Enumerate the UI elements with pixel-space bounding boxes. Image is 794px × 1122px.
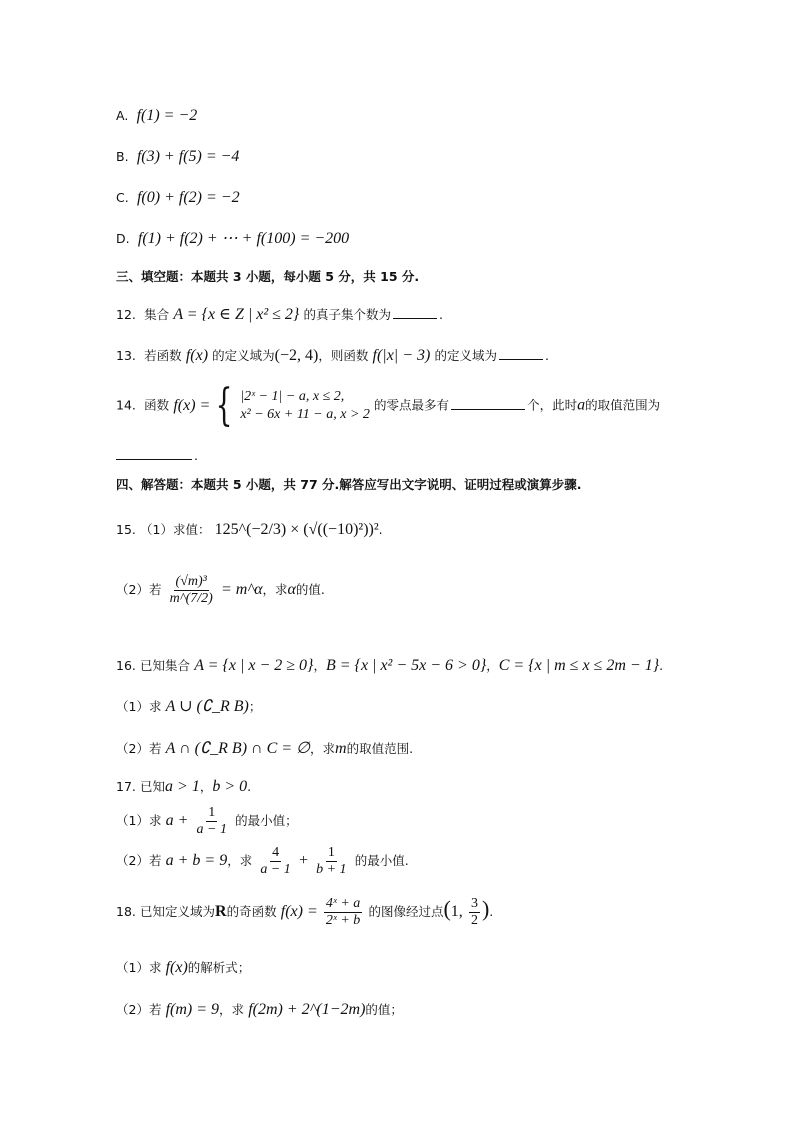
answer-blank[interactable]	[116, 447, 192, 460]
section-heading-fill-blank: 三、填空题：本题共 3 小题，每小题 5 分，共 15 分.	[116, 269, 420, 284]
right-paren: )	[481, 896, 490, 921]
question-16-part-1: （1）求 A ∪ (∁_R B)；	[116, 698, 262, 715]
question-14: 14. 函数 f(x) = { |2ˣ − 1| − a, x ≤ 2, x² − 6x + 11 − a, x > 2 的零点最多有 个，此时a的取值范围为	[116, 380, 661, 431]
option-d: D. f(1) + f(2) + ⋯ + f(100) = −200	[116, 230, 350, 247]
question-17-part-1: （1）求 a + $\frac{1}{a - 1}$ 的最小值；	[116, 805, 298, 837]
answer-blank[interactable]	[499, 347, 543, 360]
fraction: $\frac{3}{2}$	[470, 896, 478, 928]
question-14-continuation: .	[116, 447, 198, 463]
left-brace: {	[215, 380, 233, 431]
question-12: 12. 集合 A = {x ∈ Z | x² ≤ 2} 的真子集个数为 .	[116, 306, 443, 323]
question-16-part-2: （2）若 A ∩ (∁_R B) ∩ C = ∅，求m的取值范围.	[116, 740, 414, 757]
question-17: 17. 已知a > 1，b > 0.	[116, 778, 252, 795]
question-15-part-2: （2）若 $\frac{\text{(√m)³}}{m\^{}(7/2)}$ = m^α，求α的值.	[116, 574, 325, 606]
question-16: 16. 已知集合 A = {x | x − 2 ≥ 0}，B = {x | x² − 5x − 6 > 0}，C = {x | m ≤ x ≤ 2m − 1}.	[116, 657, 664, 674]
option-a: A. f(1) = −2	[116, 107, 198, 124]
question-17-part-2: （2）若 a + b = 9，求 $\frac{4}{a - 1}$ + $\frac{1}{b + 1}$ 的最小值.	[116, 845, 409, 877]
fraction: $\frac{\text{(√m)³}}{m\^{}(7/2)}$	[169, 574, 213, 606]
option-c: C. f(0) + f(2) = −2	[116, 189, 240, 206]
fraction: $\frac{1}{a - 1}$	[196, 805, 227, 837]
section-heading-answer: 四、解答题：本题共 5 小题，共 77 分.解答应写出文字说明、证明过程或演算步骤.	[116, 477, 582, 492]
fraction: $\frac{1}{b + 1}$	[316, 845, 347, 877]
option-b: B. f(3) + f(5) = −4	[116, 148, 240, 165]
question-13: 13. 若函数 f(x) 的定义域为(−2, 4)，则函数 f(|x| − 3) 的定义域为 .	[116, 347, 549, 364]
question-18-part-2: （2）若 f(m) = 9，求 f(2m) + 2^(1−2m)的值；	[116, 1001, 403, 1018]
question-18-part-1: （1）求 f(x)的解析式；	[116, 959, 251, 976]
answer-blank[interactable]	[451, 397, 525, 410]
question-18: 18. 已知定义域为R的奇函数 f(x) = $\frac{\text{4ˣ + a}}{\text{2ˣ + b}}$ 的图像经过点(1, $\frac{3}{2}$ ).	[116, 896, 494, 928]
question-15-part-1: 15. （1）求值： 125^(−2/3) × (√((−10)²))².	[116, 521, 383, 538]
piecewise-function: f(x) = { |2ˣ − 1| − a, x ≤ 2, x² − 6x + 11 − a, x > 2	[173, 380, 370, 431]
fraction: $\frac{\text{4ˣ + a}}{\text{2ˣ + b}}$	[325, 896, 361, 928]
fraction: $\frac{4}{a - 1}$	[260, 845, 291, 877]
answer-blank[interactable]	[393, 306, 437, 319]
left-paren: (	[443, 896, 451, 921]
